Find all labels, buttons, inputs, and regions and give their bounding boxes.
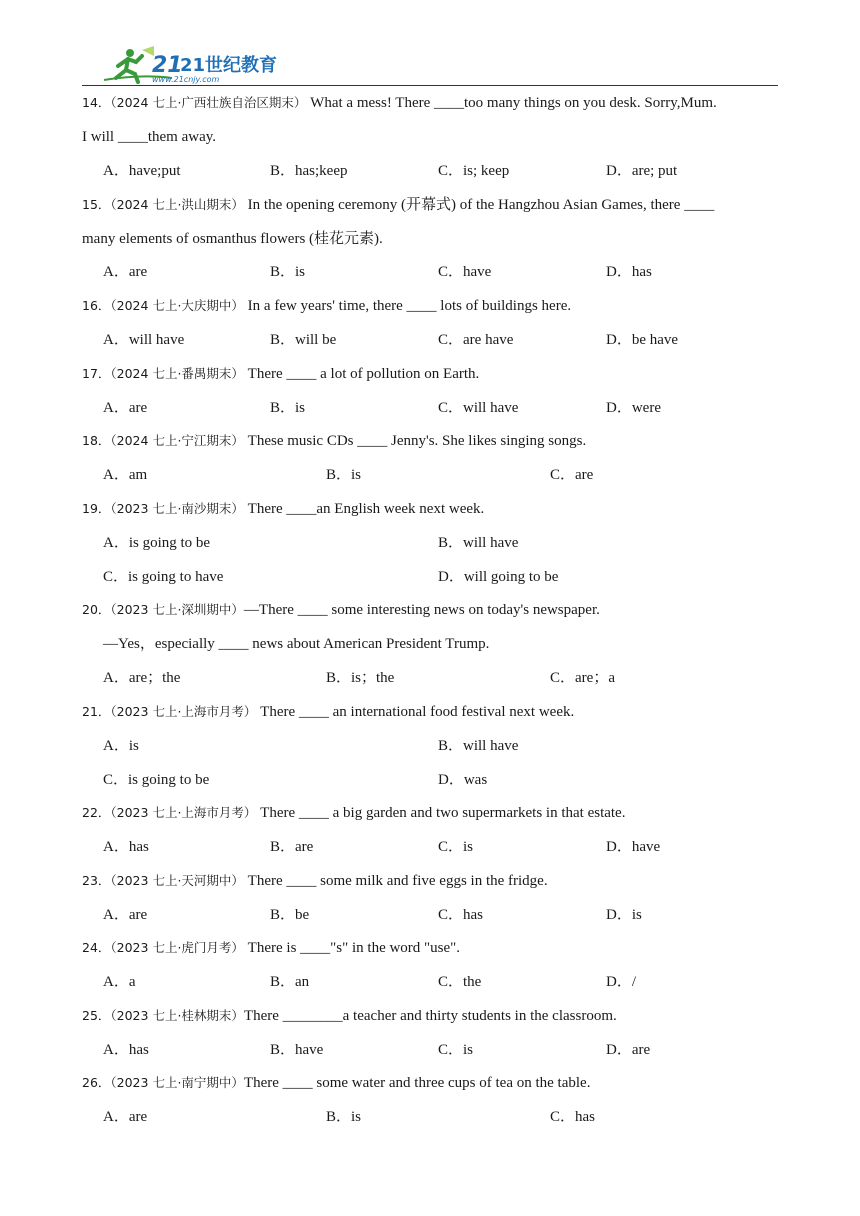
question-source: （2023 七上·天河期中） — [110, 873, 244, 888]
question-stem — [82, 364, 782, 384]
question-stem — [82, 93, 782, 113]
question-stem — [82, 1006, 782, 1026]
logo-site: www.21cnjy.com — [152, 75, 220, 84]
answer-option[interactable]: C．is — [438, 839, 474, 855]
question-number: 14． — [82, 95, 111, 110]
question-number: 22． — [82, 805, 111, 820]
answer-option[interactable]: C．will have — [438, 400, 519, 416]
answer-option[interactable]: D．have — [606, 839, 661, 855]
answer-option[interactable]: D．/ — [606, 974, 637, 990]
answer-option[interactable]: D．has — [606, 264, 652, 280]
question-stem — [82, 803, 782, 823]
answer-option[interactable]: B．will be — [270, 332, 337, 348]
question-stem — [82, 600, 782, 620]
question-text: There ____ a lot of pollution on Earth. — [243, 366, 480, 382]
answer-option[interactable]: B．is — [326, 1109, 362, 1125]
question-source: （2024 七上·广西壮族自治区期末） — [110, 95, 307, 110]
answer-option[interactable]: D．be have — [606, 332, 679, 348]
question-source: （2023 七上·南宁期中） — [110, 1075, 244, 1090]
question-text: There ____ an international food festival next week. — [256, 704, 575, 720]
answer-option[interactable]: B．have — [270, 1042, 324, 1058]
answer-option[interactable]: B．is — [326, 467, 362, 483]
question-source: （2023 七上·上海市月考） — [110, 805, 257, 820]
svg-text:21: 21 — [152, 53, 183, 78]
answer-option[interactable]: A．are — [103, 264, 148, 280]
question-source: （2024 七上·宁江期末） — [110, 433, 244, 448]
answer-option[interactable]: D．will going to be — [438, 569, 559, 585]
question-stem — [82, 1073, 782, 1093]
question-source: （2023 七上·上海市月考） — [110, 704, 257, 719]
question-text: There ____ a big garden and two supermarkets in that estate. — [256, 805, 626, 821]
question-number: 18． — [82, 433, 111, 448]
question-stem — [82, 431, 782, 451]
answer-option[interactable]: B．are — [270, 839, 314, 855]
answer-option[interactable]: C．are — [550, 467, 594, 483]
question-number: 21． — [82, 704, 111, 719]
answer-option[interactable]: C．are have — [438, 332, 514, 348]
question-number: 19． — [82, 501, 111, 516]
answer-option[interactable]: A．is going to be — [103, 535, 211, 551]
answer-option[interactable]: C．is; keep — [438, 163, 510, 179]
question-source: （2023 七上·南沙期末） — [110, 501, 244, 516]
question-source: （2024 七上·洪山期末） — [110, 197, 244, 212]
question-text-continued: —Yes，especially ____ news about American President Trump. — [103, 636, 490, 652]
question-source: （2023 七上·虎门月考） — [110, 940, 244, 955]
question-stem — [82, 938, 782, 958]
question-number: 16． — [82, 298, 111, 313]
question-source: （2024 七上·番禺期末） — [110, 366, 244, 381]
question-stem — [82, 296, 782, 316]
answer-option[interactable]: C．the — [438, 974, 482, 990]
answer-option[interactable]: D．is — [606, 907, 642, 923]
answer-option[interactable]: A．are — [103, 400, 148, 416]
answer-option[interactable]: C．is going to have — [103, 569, 224, 585]
answer-option[interactable]: B．is；the — [326, 670, 395, 686]
question-source: （2023 七上·桂林期末） — [110, 1008, 244, 1023]
question-number: 24． — [82, 940, 111, 955]
logo-brand: 21世纪教育 — [180, 55, 278, 76]
answer-option[interactable]: A．are — [103, 1109, 148, 1125]
question-text-continued: many elements of osmanthus flowers (桂花元素). — [82, 231, 383, 247]
question-number: 20． — [82, 602, 111, 617]
question-stem — [82, 499, 782, 519]
answer-option[interactable]: A．a — [103, 974, 136, 990]
question-stem — [82, 702, 782, 722]
answer-option[interactable]: A．will have — [103, 332, 185, 348]
answer-option[interactable]: D．was — [438, 772, 488, 788]
question-source: （2024 七上·大庆期中） — [110, 298, 244, 313]
answer-option[interactable]: C．have — [438, 264, 492, 280]
question-text: There ____ some water and three cups of tea on the table. — [243, 1075, 591, 1091]
answer-option[interactable]: A．are — [103, 907, 148, 923]
question-number: 23． — [82, 873, 111, 888]
answer-option[interactable]: B．be — [270, 907, 310, 923]
answer-option[interactable]: D．are — [606, 1042, 651, 1058]
answer-option[interactable]: B．is — [270, 264, 306, 280]
answer-option[interactable]: A．has — [103, 839, 149, 855]
answer-option[interactable]: C．is going to be — [103, 772, 210, 788]
question-number: 15． — [82, 197, 111, 212]
question-stem — [82, 195, 782, 215]
answer-option[interactable]: D．are; put — [606, 163, 678, 179]
answer-option[interactable]: A．have;put — [103, 163, 181, 179]
21cnjy-logo — [102, 44, 292, 84]
question-number: 17． — [82, 366, 111, 381]
answer-option[interactable]: A．has — [103, 1042, 149, 1058]
answer-option[interactable]: B．has;keep — [270, 163, 348, 179]
answer-option[interactable]: C．has — [550, 1109, 596, 1125]
question-text: —There ____ some interesting news on today's newspaper. — [243, 602, 600, 618]
page-header — [82, 40, 778, 86]
question-text: In a few years' time, there ____ lots of buildings here. — [243, 298, 572, 314]
answer-option[interactable]: C．is — [438, 1042, 474, 1058]
answer-option[interactable]: A．are；the — [103, 670, 181, 686]
answer-option[interactable]: C．are；a — [550, 670, 615, 686]
question-text: There ____ some milk and five eggs in the fridge. — [243, 873, 548, 889]
question-text: There ________a teacher and thirty students in the classroom. — [243, 1008, 617, 1024]
question-text: There is ____"s" in the word "use". — [243, 940, 461, 956]
question-number: 26． — [82, 1075, 111, 1090]
header-rule — [82, 85, 778, 86]
question-text: These music CDs ____ Jenny's. She likes singing songs. — [243, 433, 587, 449]
question-number: 25． — [82, 1008, 111, 1023]
question-text: What a mess! There ____too many things on you desk. Sorry,Mum. — [306, 95, 717, 111]
question-source: （2023 七上·深圳期中） — [110, 602, 244, 617]
question-stem — [82, 871, 782, 891]
answer-option[interactable]: B．is — [270, 400, 306, 416]
answer-option[interactable]: B．will have — [438, 738, 519, 754]
answer-option[interactable]: B．will have — [438, 535, 519, 551]
answer-option[interactable]: A．is — [103, 738, 139, 754]
question-text: There ____an English week next week. — [243, 501, 485, 517]
answer-option[interactable]: A．am — [103, 467, 148, 483]
question-text-continued: I will ____them away. — [82, 129, 216, 145]
question-text: In the opening ceremony (开幕式) of the Hangzhou Asian Games, there ____ — [243, 197, 715, 213]
answer-option[interactable]: D．were — [606, 400, 661, 416]
answer-option[interactable]: C．has — [438, 907, 484, 923]
answer-option[interactable]: B．an — [270, 974, 310, 990]
